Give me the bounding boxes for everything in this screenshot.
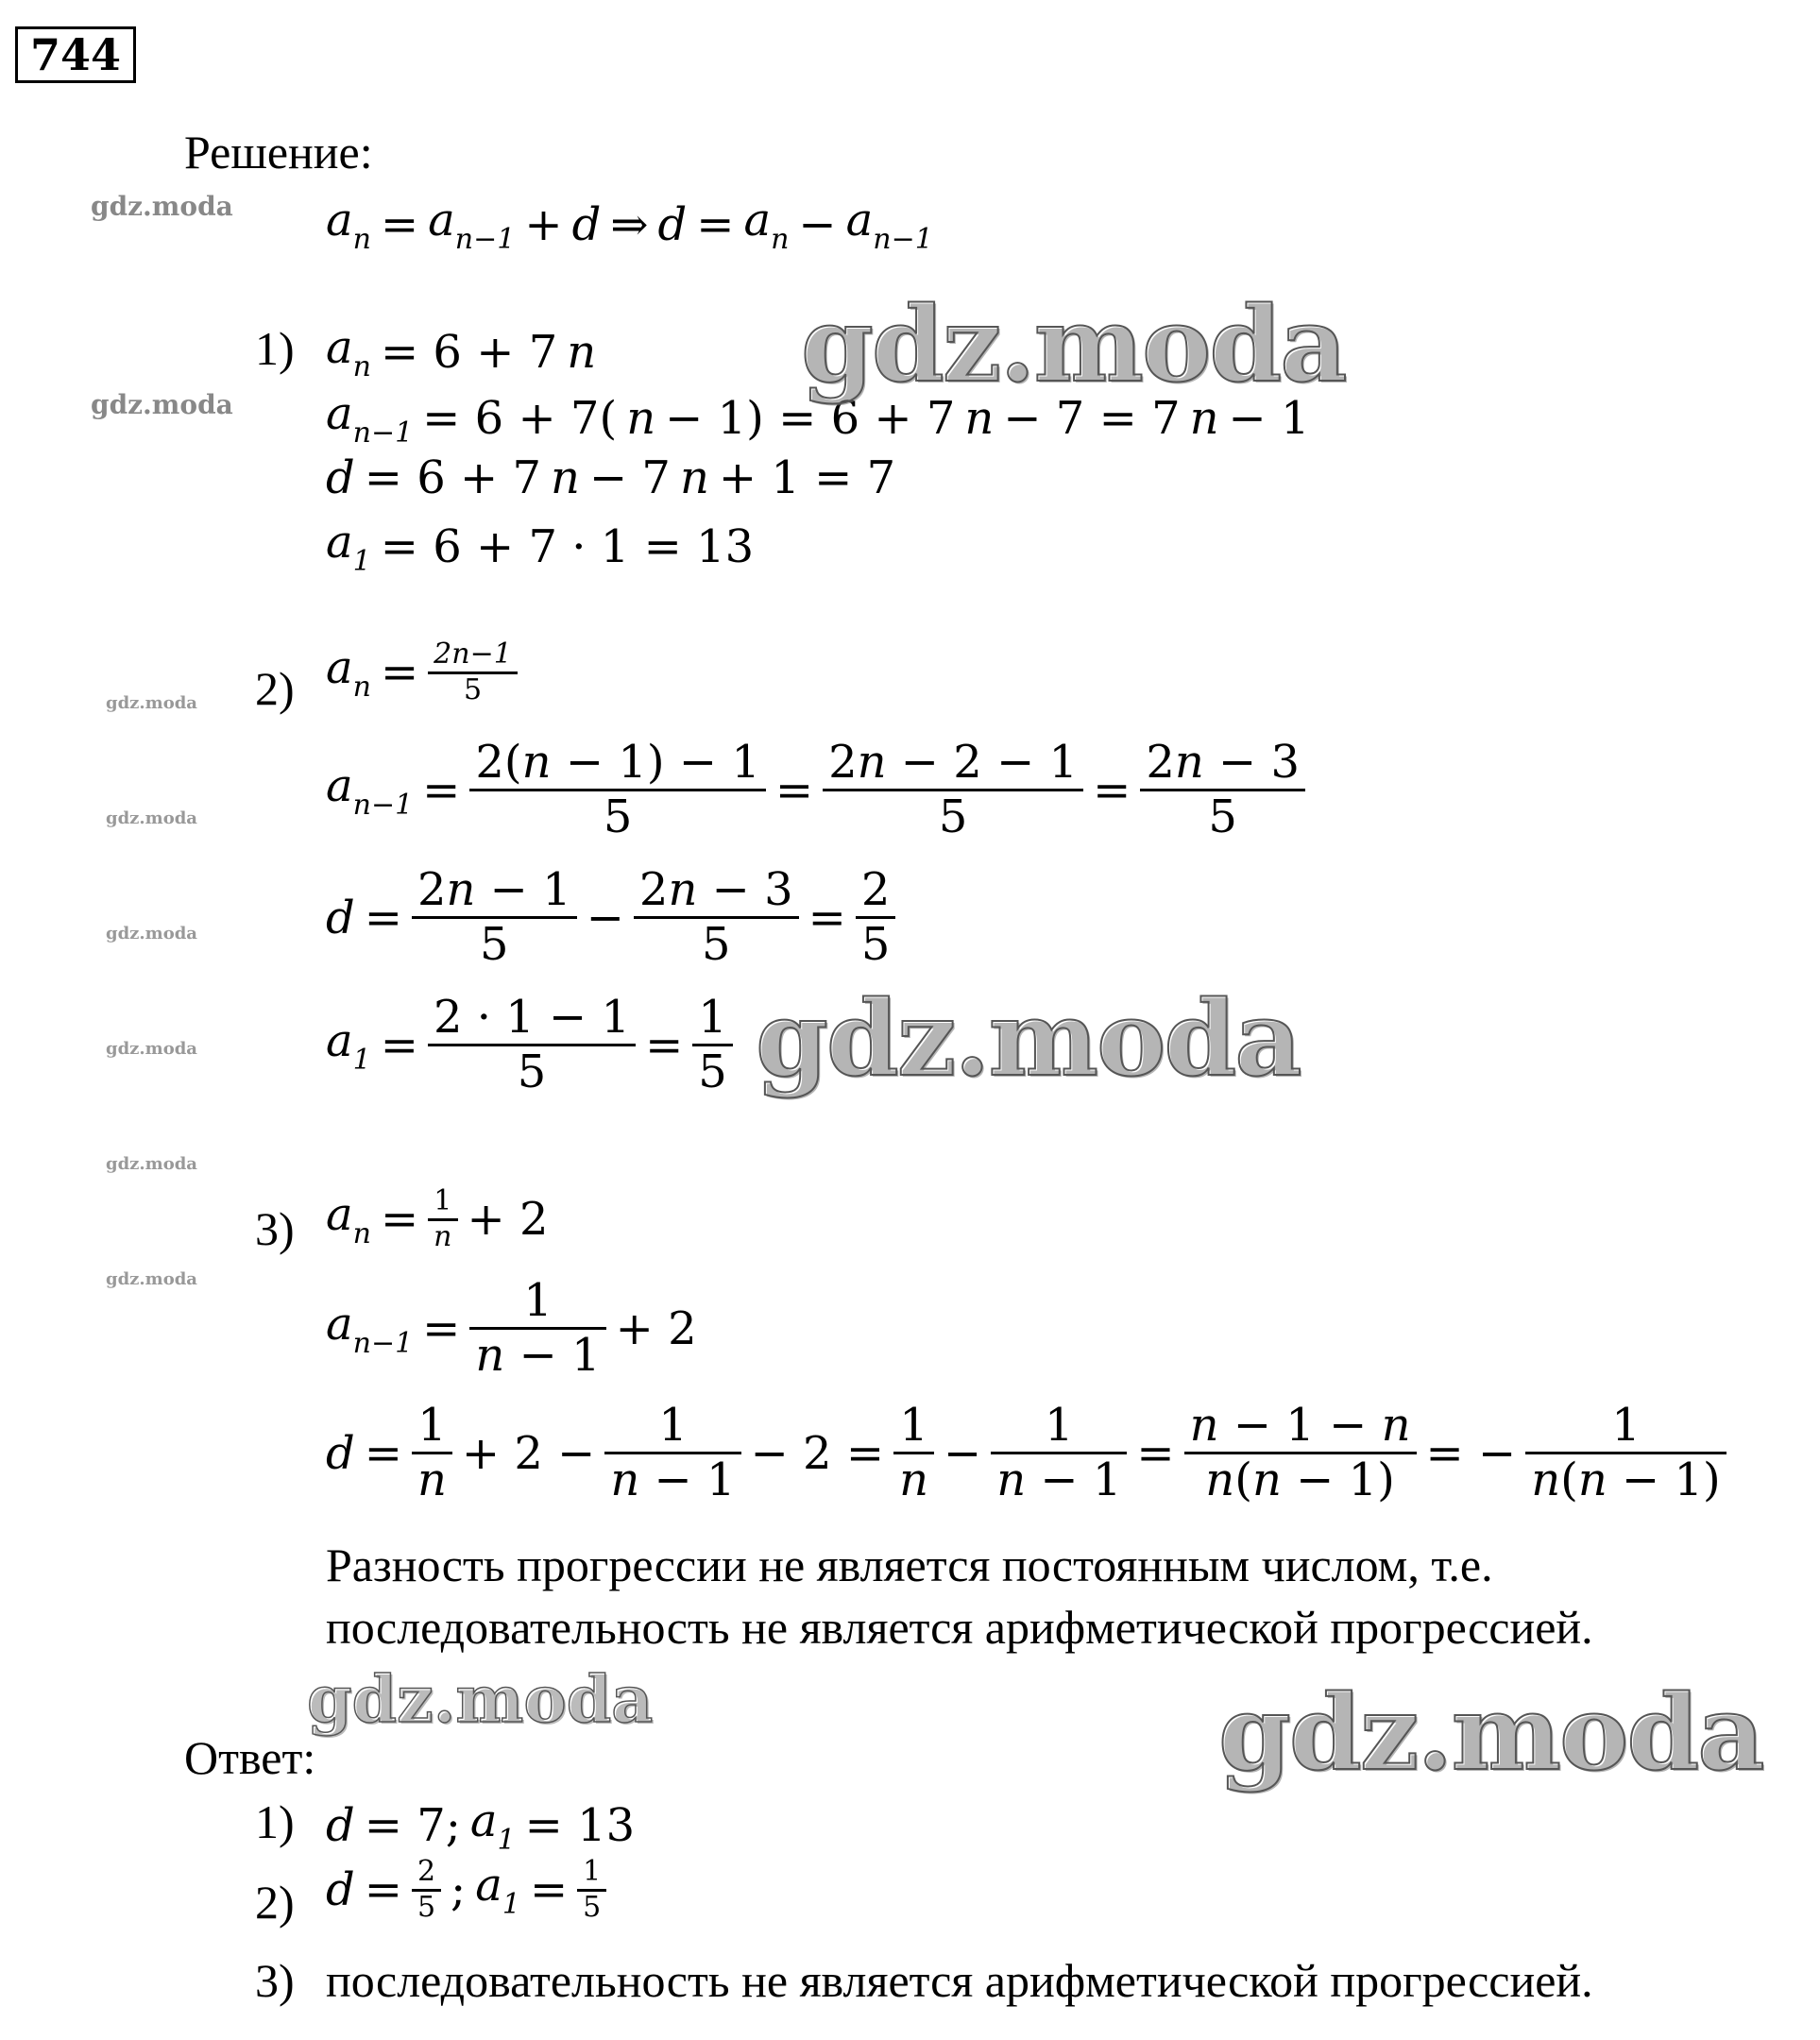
conclusion-line1: Разность прогрессии не является постоянным числом, т.е. <box>326 1538 1493 1591</box>
watermark: gdz.moda <box>106 693 197 713</box>
part3-difference: d = $\frac{1}{n}$ + 2 − $\frac{1}{n - 1}$ − 2 = $\frac{1}{n}$ − $\frac{1}{n - 1}$ = $\frac{n - 1 - n}{n(n - 1)}$ = − $\frac{1}{n(n - 1)}$ <box>326 1400 1726 1506</box>
part1-label: 1) <box>255 322 295 375</box>
part2-an-minus-1: $a_{n-1}$ = $\frac{2(n - 1) - 1}{5}$ = $\frac{2n - 2 - 1}{5}$ = $\frac{2n - 3}{5}$ <box>326 737 1305 843</box>
watermark-large: gdz.moda <box>801 283 1346 405</box>
answer1-label: 1) <box>255 1795 295 1848</box>
watermark-large: gdz.moda <box>756 978 1301 1099</box>
answer3: последовательность не является арифметической прогрессией. <box>326 1954 1593 2007</box>
watermark-medium: gdz.moda <box>307 1662 654 1738</box>
solution-label: Решение: <box>184 126 373 178</box>
watermark: gdz.moda <box>91 191 233 222</box>
watermark: gdz.moda <box>106 808 197 828</box>
watermark: gdz.moda <box>106 1269 197 1289</box>
part2-label: 2) <box>255 662 295 715</box>
conclusion-line2: последовательность не является арифметической прогрессией. <box>326 1601 1593 1654</box>
part2-first-term: $a_1$ = $\frac{2 \cdot 1 - 1}{5}$ = $\frac{1}{5}$ <box>326 992 733 1098</box>
part2-difference: d = $\frac{2n - 1}{5}$ − $\frac{2n - 3}{5}$ = $\frac{2}{5}$ <box>326 864 895 971</box>
answer3-label: 3) <box>255 1954 295 2007</box>
watermark: gdz.moda <box>106 1154 197 1174</box>
watermark: gdz.moda <box>106 924 197 944</box>
answer1: d = 7; $a_1$ = 13 <box>326 1794 636 1857</box>
part2-formula: $a_n$ = $\frac{2n-1}{5}$ <box>326 638 518 706</box>
part3-formula: $a_n$ = $\frac{1}{n}$ + 2 <box>326 1184 549 1253</box>
part3-an-minus-1: $a_{n-1}$ = $\frac{1}{n - 1}$ + 2 <box>326 1274 697 1383</box>
watermark: gdz.moda <box>106 1039 197 1059</box>
part3-label: 3) <box>255 1202 295 1255</box>
watermark-large: gdz.moda <box>1218 1672 1763 1794</box>
part1-formula: $a_n$ = 6 + 7 n <box>326 321 597 383</box>
answer2-label: 2) <box>255 1876 295 1929</box>
problem-number: 744 <box>15 26 136 83</box>
general-formula: $a_n$ = $a_{n-1}$ + d ⇒ d = $a_n$ − $a_{n-1}$ <box>326 194 933 256</box>
part1-an-minus-1: $a_{n-1}$ = 6 + 7( n − 1) = 6 + 7 n − 7 = 7 n − 1 <box>326 387 1310 450</box>
answer2: d = $\frac{2}{5}$ ; $a_1$ = $\frac{1}{5}$ <box>326 1856 606 1924</box>
part1-difference: d = 6 + 7 n − 7 n + 1 = 7 <box>326 451 896 504</box>
part1-first-term: $a_1$ = 6 + 7 · 1 = 13 <box>326 516 755 578</box>
watermark: gdz.moda <box>91 389 233 420</box>
answer-label: Ответ: <box>184 1731 316 1784</box>
